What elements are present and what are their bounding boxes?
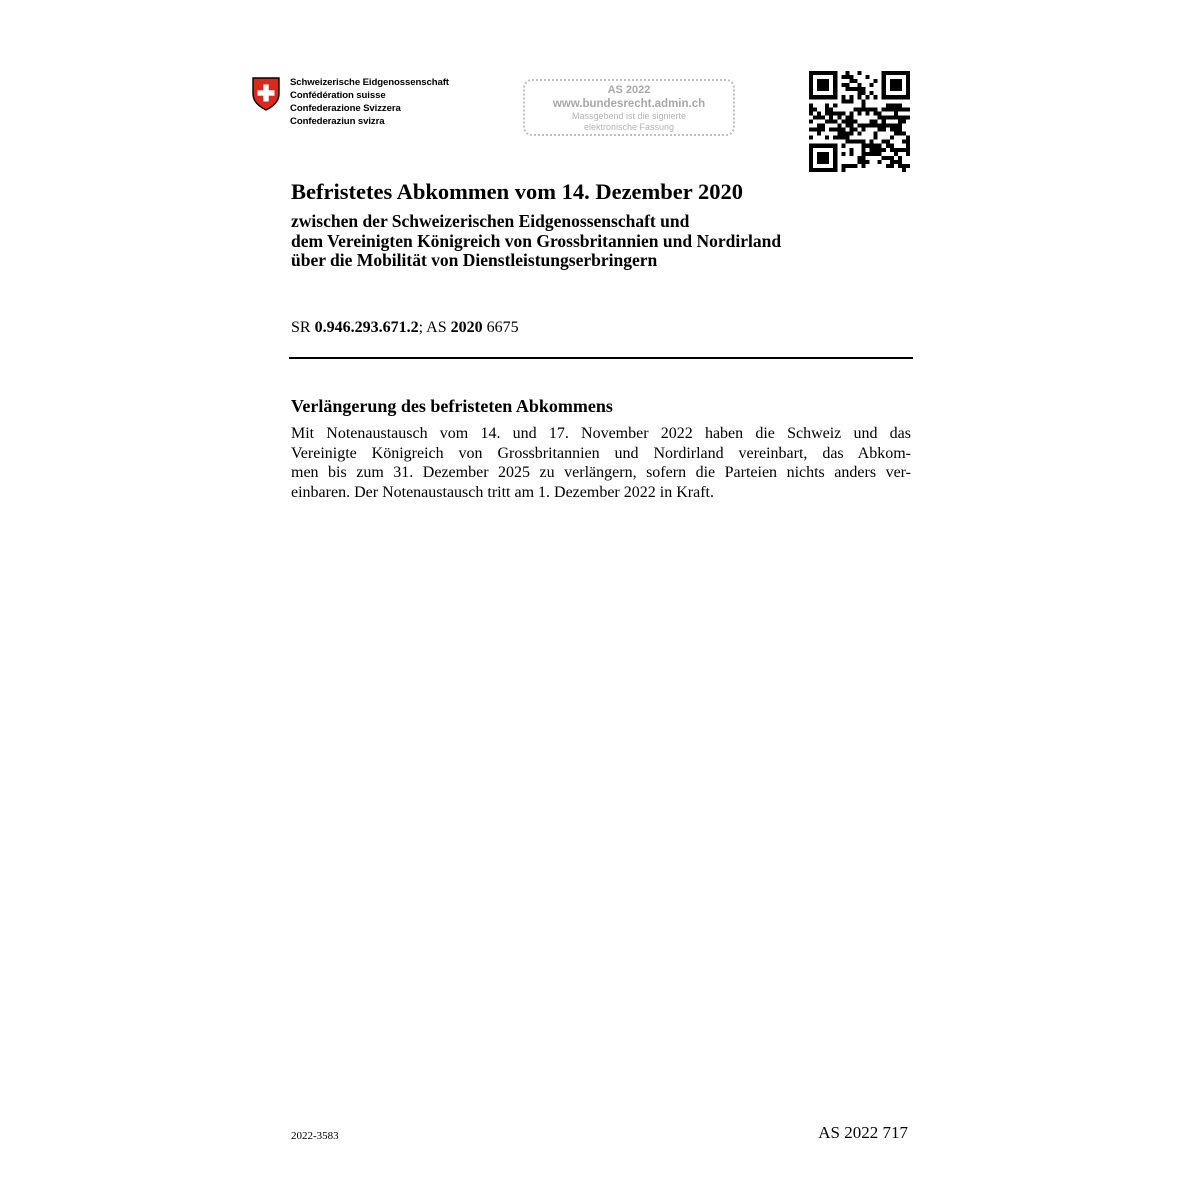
stamp-note-1: Massgebend ist die signierte [571,111,687,121]
official-stamp [523,79,735,136]
as-label: AS [426,319,447,336]
sr-number: 0.946.293.671.2 [314,319,419,336]
federation-name-it: Confederazione Svizzera [290,103,401,114]
stamp-url[interactable]: www.bundesrecht.admin.ch [552,98,706,110]
federation-name-de: Schweizerische Eidgenossenschaft [290,77,449,88]
as-page: 6675 [486,319,519,336]
subtitle-line-3: über die Mobilität von Dienstleistungserbringern [291,250,658,270]
stamp-collection: AS 2022 [607,84,651,96]
federation-logo [251,76,449,128]
footer-doc-id: 2022-3583 [291,1130,339,1142]
section-heading: Verlängerung des befristeten Abkommens [291,396,613,416]
swiss-shield-icon [251,77,281,111]
section-body [291,424,911,502]
federation-name-rm: Confederaziun svizra [290,116,385,127]
subtitle-line-1: zwischen der Schweizerischen Eidgenossenschaft und [291,211,690,231]
ref-separator: ; [418,319,424,336]
footer-page-ref: AS 2022 717 [818,1123,908,1142]
subtitle-line-2: dem Vereinigten Königreich von Grossbritannien und Nordirland [291,230,782,251]
stamp-note-2: elektronische Fassung [583,122,675,132]
qr-code-icon[interactable] [809,71,910,172]
document-subtitle [291,212,781,271]
sr-label: SR [291,319,311,336]
horizontal-rule [289,357,913,359]
body-line-1: Mit Notenaustausch vom 14. und 17. November 2022 haben die Schweiz und das [291,425,911,442]
body-line-2: Vereinigte Königreich von Grossbritannien und Nordirland vereinbart, das Abkom- [291,444,911,462]
body-line-4: einbaren. Der Notenaustausch tritt am 1. Dezember 2022 in Kraft. [291,483,714,501]
reference-line [291,318,519,338]
document-title: Befristetes Abkommen vom 14. Dezember 2020 [291,179,743,204]
federation-name-fr: Confédération suisse [290,90,386,101]
body-line-3: men bis zum 31. Dezember 2025 zu verlängern, sofern die Parteien nichts anders ver- [291,464,911,481]
as-year: 2020 [450,319,483,336]
federation-names [290,76,449,128]
